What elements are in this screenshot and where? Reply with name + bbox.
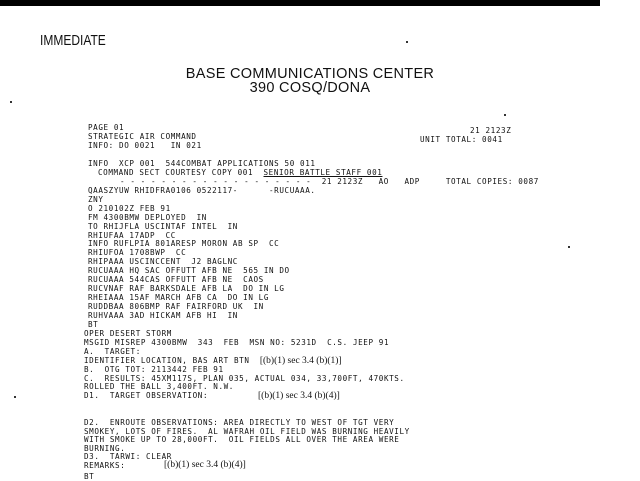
header-title: BASE COMMUNICATIONS CENTER xyxy=(185,66,435,82)
scan-speck xyxy=(10,101,12,103)
sender: STRATEGIC AIR COMMAND xyxy=(88,132,197,141)
routing-line: RHIUFOA 1708BWP CC xyxy=(88,248,187,258)
dist-info: INFO XCP 001 544COMBAT APPLICATIONS 50 011 xyxy=(88,159,316,168)
routing-line: BT xyxy=(88,319,99,329)
routing-line: O 210102Z FEB 91 xyxy=(88,203,171,213)
operation-line: MSGID MISREP 4300BMW 343 FEB MSN NO: 5231D C.S. JEEP 91 xyxy=(84,338,390,347)
enroute-line: WITH SMOKE UP TO 28,000FT. OIL FIELDS ALL OVER THE AREA WERE xyxy=(84,435,400,445)
header-subtitle: 390 COSQ/DONA xyxy=(249,80,371,96)
scan-speck xyxy=(406,41,408,43)
closing-bt: BT xyxy=(84,472,95,481)
routing-line: RUCUAAA HQ SAC OFFUTT AFB NE 565 IN DO xyxy=(88,266,290,276)
results-line: B. OTG TOT: 2113442 FEB 91 xyxy=(84,365,224,374)
redaction-2: [(b)(1) sec 3.4 (b)(4)] xyxy=(258,391,340,401)
target-identifier: IDENTIFIER LOCATION, BAS ART BTN [(b)(1) sec 3.4 (b)(1)] xyxy=(84,356,342,366)
enroute-line: D2. ENROUTE OBSERVATIONS: AREA DIRECTLY TO WEST OF TGT VERY xyxy=(84,418,395,427)
senior-battle-staff: SENIOR BATTLE STAFF 001 xyxy=(263,168,383,177)
courtesy-copy: COMMAND SECT COURTESY COPY 001 SENIOR BATTLE STAFF 001 xyxy=(98,168,383,177)
routing-line: INFO RUFLPIA 801ARESP MORON AB SP CC xyxy=(88,239,280,249)
scan-speck xyxy=(568,246,570,248)
routing-line: ZNY xyxy=(88,194,104,204)
operation-line: A. TARGET: xyxy=(84,347,141,356)
unit-total: UNIT TOTAL: 0041 xyxy=(420,135,503,144)
routing-line: RHIUFAA 17ADP CC xyxy=(88,230,176,240)
operation-line: OPER DESERT STORM xyxy=(84,329,172,338)
routing-line: RUHVAAA 3AD HICKAM AFB HI IN xyxy=(88,310,238,320)
enroute-line: REMARKS: xyxy=(84,461,126,470)
info-line: INFO: DO 0021 IN 021 xyxy=(88,141,202,150)
scan-speck xyxy=(504,114,506,116)
results-line: C. RESULTS: 45XM117S, PLAN 035, ACTUAL 034, 33,700FT, 470KTS. xyxy=(84,373,405,383)
redaction-3: [(b)(1) sec 3.4 (b)(4)] xyxy=(164,460,246,470)
results-line: ROLLED THE BALL 3,400FT. N.W. xyxy=(84,382,234,392)
precedence-stamp: IMMEDIATE xyxy=(40,32,106,49)
enroute-line: D3. TARWI: CLEAR xyxy=(84,452,172,462)
results-line: D1. TARGET OBSERVATION: xyxy=(84,390,209,400)
scan-speck xyxy=(14,396,16,398)
dist-dashes: - - - - - - - - - - - - - - - - - - - 21 2123Z AO ADP TOTAL COPIES: 0087 xyxy=(120,177,539,186)
top-rule xyxy=(0,0,600,6)
routing-line: RHIPAAA USCINCCENT J2 BAGLNC xyxy=(88,257,238,267)
routing-line: RHEIAAA 15AF MARCH AFB CA DO IN LG xyxy=(88,292,270,302)
routing-line: RUDDBAA 806BMP RAF FAIRFORD UK IN xyxy=(88,301,264,311)
routing-line: FM 4300BMW DEPLOYED IN xyxy=(88,212,207,222)
redaction-1: [(b)(1) sec 3.4 (b)(1)] xyxy=(259,356,342,366)
routing-line: QAASZYUW RHIDFRA0106 0522117- -RUCUAAA. xyxy=(88,186,316,195)
date-time-group: 21 2123Z xyxy=(470,126,512,135)
enroute-line: BURNING. xyxy=(84,443,126,453)
page-number: PAGE 01 xyxy=(88,123,125,132)
enroute-line: SMOKEY, LOTS OF FIRES. AL WAFRAH OIL FIELD WAS BURNING HEAVILY xyxy=(84,426,410,436)
routing-line: RUCUAAA 544CAS OFFUTT AFB NE CAOS xyxy=(88,275,264,284)
routing-line: TO RHIJFLA USCINTAF INTEL IN xyxy=(88,221,238,231)
routing-line: RUCVNAF RAF BARKSDALE AFB LA DO IN LG xyxy=(88,283,285,293)
